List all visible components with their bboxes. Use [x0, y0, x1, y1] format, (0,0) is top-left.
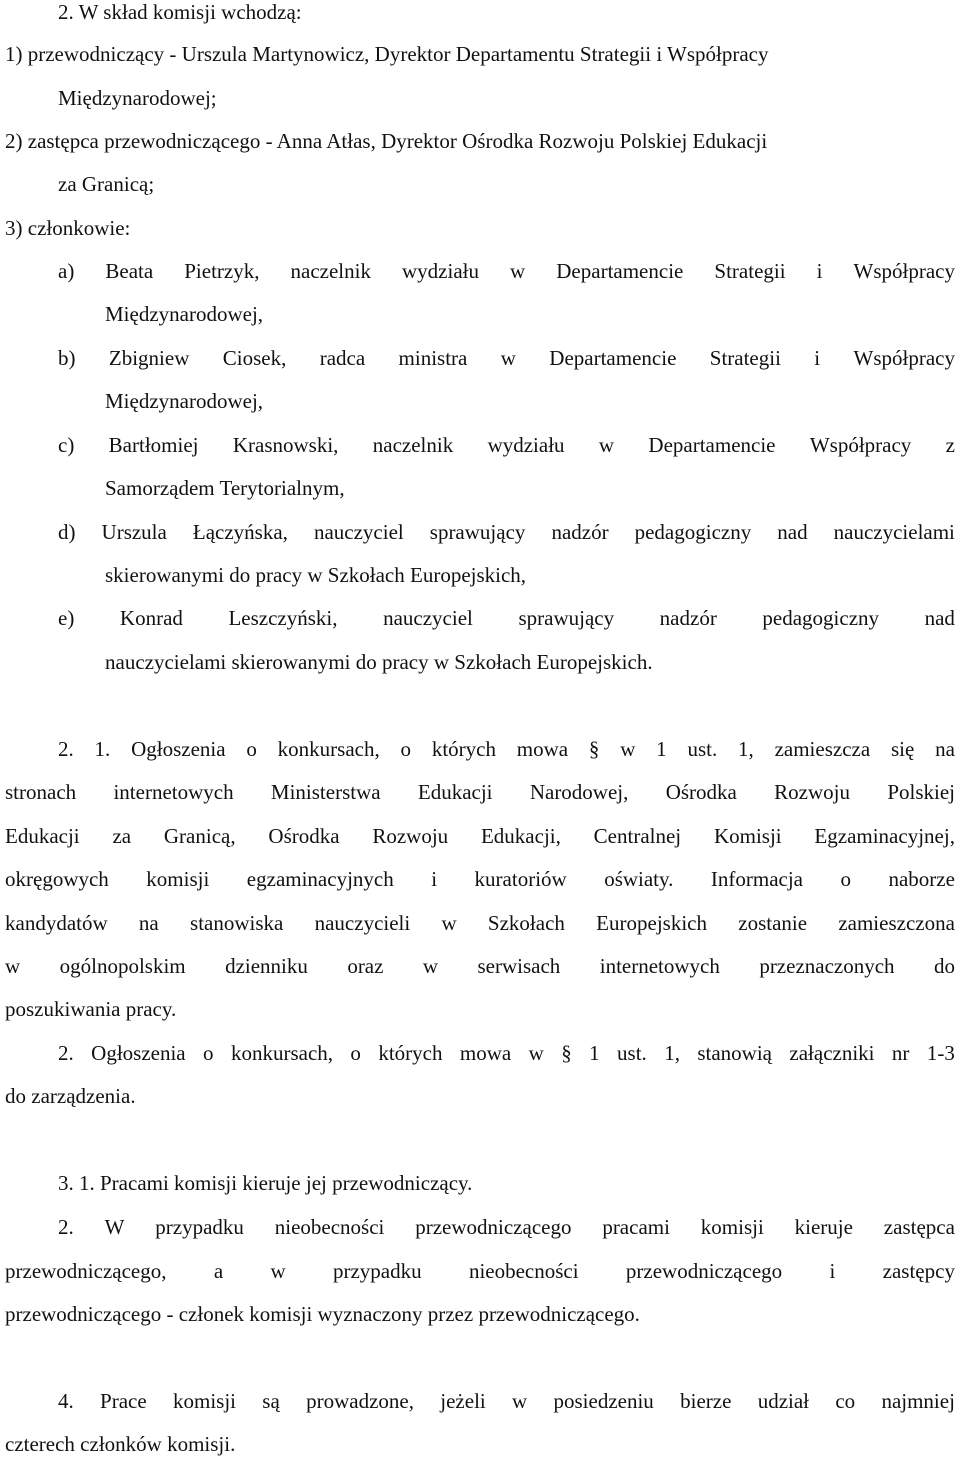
word: mowa: [459, 1041, 512, 1065]
word: załączniki: [789, 1041, 875, 1065]
word: przypadku: [332, 1259, 422, 1283]
item-2-line-1: 2) zastępca przewodniczącego - Anna Atłas, Dyrektor Ośrodka Rozwoju Polskiej Edukacji: [5, 129, 768, 153]
word: naczelnik: [290, 259, 371, 283]
word: sprawujący: [429, 520, 526, 544]
word: Krasnowski,: [232, 433, 339, 457]
word: się: [890, 737, 915, 761]
word: których: [378, 1041, 443, 1065]
para-4-line-1: [58, 1386, 955, 1416]
word: nauczyciel: [313, 520, 404, 544]
word: egzaminacyjnych: [246, 867, 394, 891]
word: posiedzeniu: [553, 1389, 654, 1413]
para-2-heading: 2. W skład komisji wchodzą:: [58, 0, 302, 24]
word: i: [814, 346, 821, 370]
word: naborze: [888, 867, 955, 891]
word: pracami: [602, 1215, 670, 1239]
word: przypadku: [155, 1215, 244, 1239]
word: w: [528, 1041, 544, 1065]
word: Ciosek,: [222, 346, 287, 370]
word: o: [350, 1041, 361, 1065]
word: Łączyńska,: [192, 520, 288, 544]
word: w: [512, 1389, 528, 1413]
word: w: [500, 346, 516, 370]
word: w: [422, 954, 439, 978]
para-2-1-line-3: [5, 821, 955, 851]
word: internetowych: [113, 780, 234, 804]
word: nad: [924, 606, 955, 630]
word: oświaty.: [604, 867, 674, 891]
word: kieruje: [794, 1215, 853, 1239]
word: komisji: [700, 1215, 764, 1239]
word: 1,: [664, 1041, 680, 1065]
para-2-1-line-2: [5, 777, 955, 807]
word: Leszczyński,: [228, 606, 338, 630]
member-e-line-1: [58, 603, 955, 633]
word: Rozwoju: [372, 824, 449, 848]
word: nauczycieli: [314, 911, 411, 935]
item-3-heading: 3) członkowie:: [5, 216, 131, 240]
para-2-1-line-4: [5, 864, 955, 894]
member-c-line-2: Samorządem Terytorialnym,: [105, 476, 345, 500]
para-3-2-line-3: przewodniczącego - członek komisji wyznaczony przez przewodniczącego.: [5, 1302, 640, 1326]
para-2-2-line-2: do zarządzenia.: [5, 1084, 136, 1108]
member-d-line-2: skierowanymi do pracy w Szkołach Europejskich,: [105, 563, 527, 587]
word: w: [441, 911, 457, 935]
word: Współpracy: [853, 346, 955, 370]
word: Europejskich: [596, 911, 707, 935]
member-a-line-1: [58, 256, 955, 286]
section-symbol: §: [588, 737, 600, 761]
word: Bartłomiej: [108, 433, 199, 457]
word: Granicą,: [163, 824, 236, 848]
word: 4.: [58, 1389, 74, 1413]
member-b-line-2: Międzynarodowej,: [105, 389, 264, 413]
word: Departamencie: [556, 259, 684, 283]
word: 1.: [94, 737, 111, 761]
word: o: [400, 737, 412, 761]
word: Strategii: [709, 346, 781, 370]
word: wydziału: [402, 259, 479, 283]
word: Egzaminacyjnej,: [814, 824, 955, 848]
word: w: [598, 433, 615, 457]
word: przewodniczącego: [625, 1259, 783, 1283]
word: Rozwoju: [774, 780, 850, 804]
word: o: [840, 867, 851, 891]
word: Ministerstwa: [270, 780, 381, 804]
word: udział: [757, 1389, 810, 1413]
member-b-line-1: [58, 343, 955, 373]
para-2-1-line-7: poszukiwania pracy.: [5, 997, 177, 1021]
para-2-1-line-5: [5, 908, 955, 938]
word: prowadzone,: [306, 1389, 414, 1413]
word: internetowych: [599, 954, 720, 978]
word: kuratoriów: [474, 867, 567, 891]
member-c-line-1: [58, 430, 955, 460]
word: których: [431, 737, 496, 761]
word: są: [262, 1389, 280, 1413]
word: ministra: [398, 346, 468, 370]
para-3-2-line-1: [58, 1212, 955, 1242]
para-2-1-line-1: [58, 734, 955, 764]
word: zostanie: [738, 911, 808, 935]
word: zamieszcza: [774, 737, 871, 761]
word: wydziału: [487, 433, 565, 457]
word: Współpracy: [853, 259, 955, 283]
word: Centralnej: [593, 824, 682, 848]
word: nadzór: [551, 520, 609, 544]
word: w: [510, 259, 526, 283]
word: o: [203, 1041, 214, 1065]
member-d-line-1: [58, 517, 955, 547]
word: Pietrzyk,: [184, 259, 260, 283]
para-2-2-line-1: [58, 1038, 955, 1068]
word: 2.: [58, 1041, 74, 1065]
para-3-1: 3. 1. Pracami komisji kieruje jej przewodniczący.: [58, 1171, 473, 1195]
word: naczelnik: [372, 433, 454, 457]
word: komisji: [172, 1389, 236, 1413]
word: Konrad: [119, 606, 183, 630]
word: Zbigniew: [108, 346, 190, 370]
word: Edukacji,: [480, 824, 561, 848]
section-symbol: §: [561, 1041, 572, 1065]
word: mowa: [516, 737, 569, 761]
word: Współpracy: [809, 433, 912, 457]
word: Edukacji: [5, 824, 80, 848]
word: Szkołach: [487, 911, 565, 935]
word: Polskiej: [887, 780, 955, 804]
word: kandydatów: [5, 911, 108, 935]
word: za: [112, 824, 132, 848]
word: najmniej: [881, 1389, 955, 1413]
word: a: [213, 1259, 224, 1283]
word: i: [816, 259, 823, 283]
word: Ogłoszenia: [131, 737, 226, 761]
word: radca: [319, 346, 366, 370]
item-1-line-1: 1) przewodniczący - Urszula Martynowicz, Dyrektor Departamentu Strategii i Współpracy: [5, 42, 769, 66]
word: zastępcy: [882, 1259, 955, 1283]
word: a): [58, 259, 75, 283]
word: i: [431, 867, 438, 891]
word: w: [270, 1259, 286, 1283]
word: konkursach,: [277, 737, 380, 761]
word: jeżeli: [440, 1389, 486, 1413]
word: przeznaczonych: [759, 954, 895, 978]
word: co: [835, 1389, 856, 1413]
word: b): [58, 346, 76, 370]
word: na: [935, 737, 955, 761]
word: dzienniku: [225, 954, 308, 978]
word: bierze: [680, 1389, 732, 1413]
word: Edukacji: [417, 780, 493, 804]
word: ust.: [617, 1041, 647, 1065]
word: ogólnopolskim: [59, 954, 186, 978]
word: stanowiska: [190, 911, 284, 935]
word: nieobecności: [468, 1259, 579, 1283]
word: sprawujący: [518, 606, 615, 630]
word: nauczycielami: [833, 520, 955, 544]
member-e-line-2: nauczycielami skierowanymi do pracy w Szkołach Europejskich.: [105, 650, 653, 674]
word: zastępca: [883, 1215, 955, 1239]
word: przewodniczącego,: [5, 1259, 167, 1283]
word: 1,: [738, 737, 754, 761]
word: Departamencie: [648, 433, 776, 457]
word: komisji: [146, 867, 210, 891]
word: zamieszczona: [838, 911, 955, 935]
para-4-line-2: czterech członków komisji.: [5, 1432, 236, 1456]
word: stanowią: [697, 1041, 772, 1065]
word: w: [5, 954, 21, 978]
word: nadzór: [659, 606, 717, 630]
word: nad: [777, 520, 808, 544]
word: 2.: [58, 737, 74, 761]
word: serwisach: [477, 954, 561, 978]
word: w: [620, 737, 636, 761]
word: i: [829, 1259, 836, 1283]
word: na: [138, 911, 159, 935]
word: ust.: [687, 737, 718, 761]
member-a-line-2: Międzynarodowej,: [105, 302, 264, 326]
word: Strategii: [714, 259, 786, 283]
word: z: [945, 433, 955, 457]
word: 2.: [58, 1215, 74, 1239]
word: nr: [891, 1041, 910, 1065]
word: Komisji: [713, 824, 782, 848]
word: 1-3: [926, 1041, 955, 1065]
para-2-1-line-6: [5, 951, 955, 981]
item-1-line-2: Międzynarodowej;: [58, 86, 217, 110]
word: oraz: [347, 954, 384, 978]
word: 1: [656, 737, 667, 761]
word: e): [58, 606, 75, 630]
word: Departamencie: [549, 346, 677, 370]
word: Prace: [100, 1389, 147, 1413]
word: W: [104, 1215, 125, 1239]
para-3-2-line-2: [5, 1256, 955, 1286]
word: konkursach,: [230, 1041, 334, 1065]
word: nieobecności: [274, 1215, 385, 1239]
word: pedagogiczny: [634, 520, 752, 544]
word: Ogłoszenia: [91, 1041, 186, 1065]
word: Urszula: [101, 520, 167, 544]
word: 1: [589, 1041, 600, 1065]
word: d): [58, 520, 76, 544]
item-2-line-2: za Granicą;: [58, 172, 155, 196]
word: nauczyciel: [383, 606, 473, 630]
word: Informacja: [710, 867, 804, 891]
word: okręgowych: [5, 867, 109, 891]
word: do: [934, 954, 955, 978]
word: Beata: [105, 259, 154, 283]
word: c): [58, 433, 75, 457]
word: stronach: [5, 780, 77, 804]
word: pedagogiczny: [762, 606, 880, 630]
word: Ośrodka: [268, 824, 340, 848]
word: Ośrodka: [665, 780, 737, 804]
word: przewodniczącego: [415, 1215, 572, 1239]
word: Narodowej,: [529, 780, 629, 804]
word: o: [246, 737, 257, 761]
